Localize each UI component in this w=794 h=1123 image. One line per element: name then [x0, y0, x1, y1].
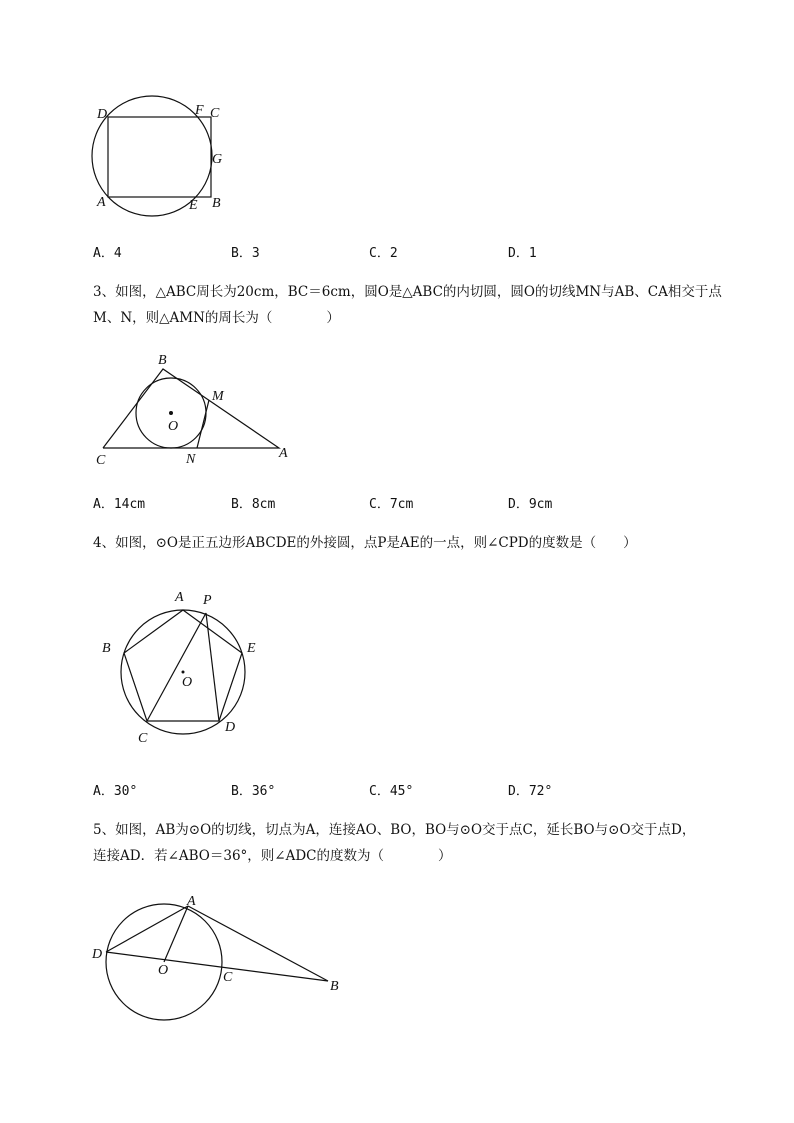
q4-label-A: A [175, 590, 184, 605]
q3-text-line1: 3、如图，△ABC周长为20cm，BC＝6cm，圆O是△ABC的内切圆，圆O的切线MN与AB、CA相交于点 [93, 284, 722, 300]
q3-label-B: B [158, 353, 167, 368]
q5-label-C: C [223, 970, 233, 985]
q2-label-G: G [212, 152, 223, 167]
q4-option-c: C．45° [369, 784, 414, 799]
q3-option-c: C．7cm [369, 497, 414, 512]
q4-label-P: P [203, 593, 212, 608]
q3-label-N: N [186, 452, 196, 467]
q2-option-d: D．1 [508, 246, 537, 261]
q5-label-D: D [92, 947, 103, 962]
q2-option-c: C．2 [369, 246, 398, 261]
q2-option-a: A．4 [93, 246, 122, 261]
q5-label-A: A [187, 894, 196, 909]
q4-label-B: B [102, 641, 111, 656]
q5-line-DB [106, 952, 328, 981]
q4-label-O: O [182, 675, 193, 690]
q5-line-AB [188, 906, 328, 981]
q5-label-O: O [158, 963, 169, 978]
q5-label-B: B [330, 979, 339, 994]
q4-label-C: C [138, 731, 148, 746]
q2-option-b: B．3 [231, 246, 260, 261]
q4-text-line1: 4、如图，⊙O是正五边形ABCDE的外接圆，点P是AE的一点，则∠CPD的度数是（ ） [93, 535, 637, 551]
q4-label-D: D [225, 720, 236, 735]
q3-label-O: O [168, 419, 179, 434]
q3-option-b: B．8cm [231, 497, 276, 512]
q2-label-C: C [210, 106, 220, 121]
q5-text-line2: 连接AD．若∠ABO＝36°，则∠ADC的度数为（ ） [93, 848, 452, 864]
q2-label-F: F [195, 103, 204, 118]
q2-label-E: E [189, 198, 198, 213]
q4-option-b: B．36° [231, 784, 276, 799]
q3-label-M: M [212, 389, 224, 404]
q3-option-a: A．14cm [93, 497, 146, 512]
q2-label-A: A [97, 195, 106, 210]
q3-text-line2: M、N，则△AMN的周长为（ ） [93, 310, 340, 326]
q3-label-C: C [96, 453, 106, 468]
q2-label-D: D [97, 107, 108, 122]
q4-option-a: A．30° [93, 784, 138, 799]
q3-option-d: D．9cm [508, 497, 553, 512]
q2-label-B: B [212, 196, 221, 211]
q4-label-E: E [247, 641, 256, 656]
q5-line-AO [164, 906, 188, 962]
q3-label-A: A [279, 446, 288, 461]
q5-line-DA [106, 906, 188, 952]
q4-option-d: D．72° [508, 784, 553, 799]
q5-text-line1: 5、如图，AB为⊙O的切线，切点为A，连接AO、BO，BO与⊙O交于点C，延长BO与⊙O交于点D， [93, 822, 696, 838]
